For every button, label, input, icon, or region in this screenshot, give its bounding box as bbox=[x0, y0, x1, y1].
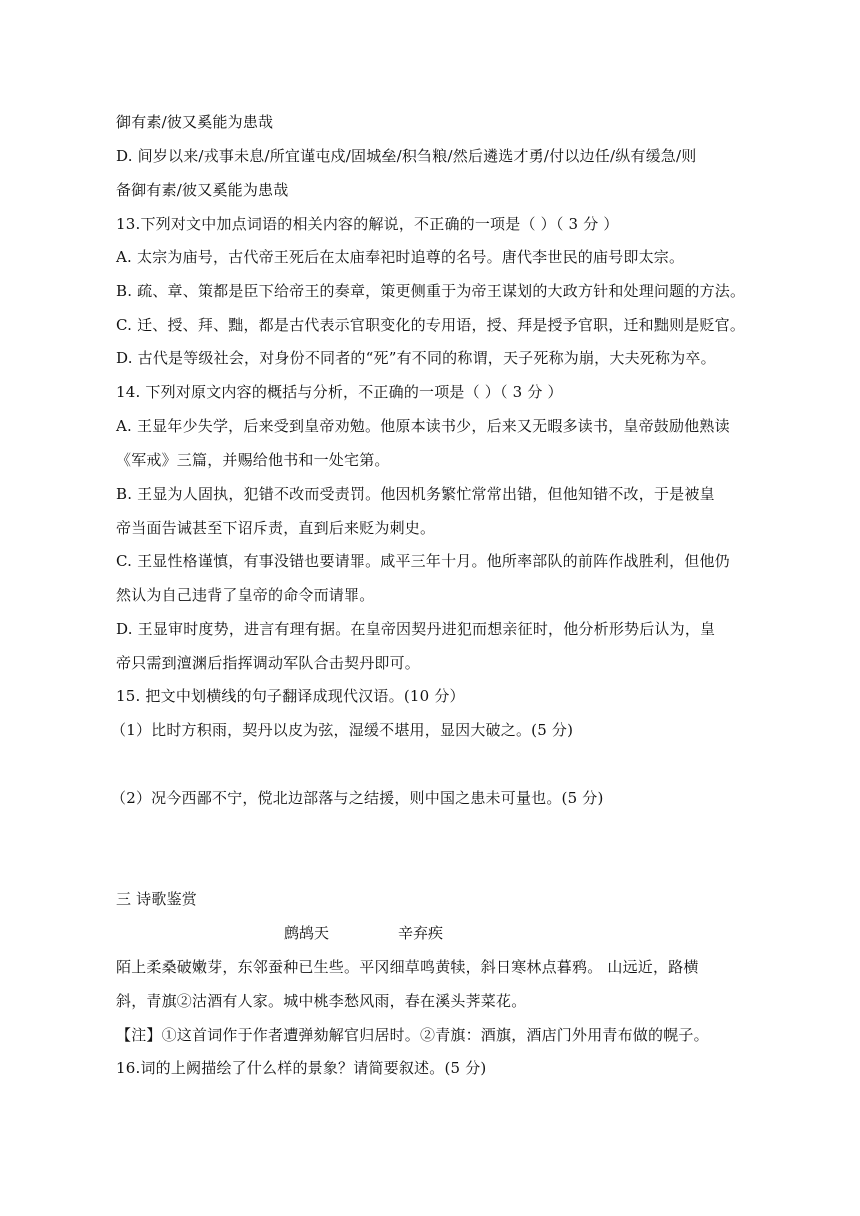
section3-heading: 三 诗歌鉴赏 bbox=[116, 890, 197, 908]
q14-option-a-line1: A. 王显年少失学，后来受到皇帝劝勉。他原本读书少，后来又无暇多读书，皇帝鼓励他熟读 bbox=[116, 417, 730, 435]
poem-author: 辛弃疾 bbox=[398, 924, 444, 942]
q14-option-c-line2: 然认为自己违背了皇帝的命令而请罪。 bbox=[116, 586, 375, 604]
q15-sentence-1: （1）比时方积雨，契丹以皮为弦，湿缓不堪用，显因大破之。(5 分) bbox=[111, 721, 574, 739]
q15-stem: 15. 把文中划横线的句子翻译成现代汉语。(10 分） bbox=[116, 687, 465, 705]
q14-option-b-line2: 帝当面告诫甚至下诏斥责，直到后来贬为刺史。 bbox=[116, 519, 436, 537]
q14-option-a-line2: 《军戒》三篇，并赐给他书和一处宅第。 bbox=[116, 451, 390, 469]
q14-option-b-line1: B. 王显为人固执，犯错不改而受责罚。他因机务繁忙常常出错，但他知错不改，于是被皇 bbox=[116, 485, 715, 503]
q12-option-d-line2: 备御有素/彼又奚能为患哉 bbox=[116, 181, 289, 199]
q13-option-a: A. 太宗为庙号，古代帝王死后在太庙奉祀时追尊的名号。唐代李世民的庙号即太宗。 bbox=[116, 248, 685, 266]
q14-option-c-line1: C. 王显性格谨慎，有事没错也要请罪。咸平三年十月。他所率部队的前阵作战胜利，但他仍 bbox=[116, 552, 730, 570]
poem-line-1: 陌上柔桑破嫩芽，东邻蚕种已生些。平冈细草鸣黄犊，斜日寒林点暮鸦。 山远近，路横 bbox=[116, 958, 699, 976]
poem-note: 【注】①这首词作于作者遭弹劾解官归居时。②青旗：酒旗，酒店门外用青布做的幌子。 bbox=[116, 1026, 709, 1044]
q12-option-c-tail: 御有素/彼又奚能为患哉 bbox=[116, 113, 274, 131]
q14-stem: 14. 下列对原文内容的概括与分析，不正确的一项是（ ）（ 3 分 ） bbox=[116, 383, 563, 401]
q16-stem: 16.词的上阙描绘了什么样的景象？请简要叙述。(5 分) bbox=[116, 1059, 487, 1077]
q14-option-d-line1: D. 王显审时度势，进言有理有据。在皇帝因契丹进犯而想亲征时，他分析形势后认为，皇 bbox=[116, 620, 716, 638]
q13-option-c: C. 迁、授、拜、黜，都是古代表示官职变化的专用语，授、拜是授予官职，迁和黜则是贬官。 bbox=[116, 316, 746, 334]
q13-stem: 13.下列对文中加点词语的相关内容的解说，不正确的一项是（ ）（ 3 分 ） bbox=[116, 215, 619, 233]
q13-option-b: B. 疏、章、策都是臣下给帝王的奏章，策更侧重于为帝王谋划的大政方针和处理问题的方法。 bbox=[116, 282, 746, 300]
q15-sentence-2: （2）况今西鄙不宁，傥北边部落与之结援，则中国之患未可量也。(5 分) bbox=[111, 789, 604, 807]
q13-option-d: D. 古代是等级社会，对身份不同者的“死”有不同的称谓，天子死称为崩，大夫死称为卒。 bbox=[116, 349, 716, 367]
poem-line-2: 斜，青旗②沽酒有人家。城中桃李愁风雨，春在溪头荠菜花。 bbox=[116, 992, 527, 1010]
q12-option-d-line1: D. 间岁以来/戎事未息/所宜谨屯戍/固城垒/积刍粮/然后遴选才勇/付以边任/纵有缓急/则 bbox=[116, 147, 697, 165]
poem-title: 鹧鸪天 bbox=[284, 924, 330, 942]
q14-option-d-line2: 帝只需到澶渊后指挥调动军队合击契丹即可。 bbox=[116, 654, 421, 672]
